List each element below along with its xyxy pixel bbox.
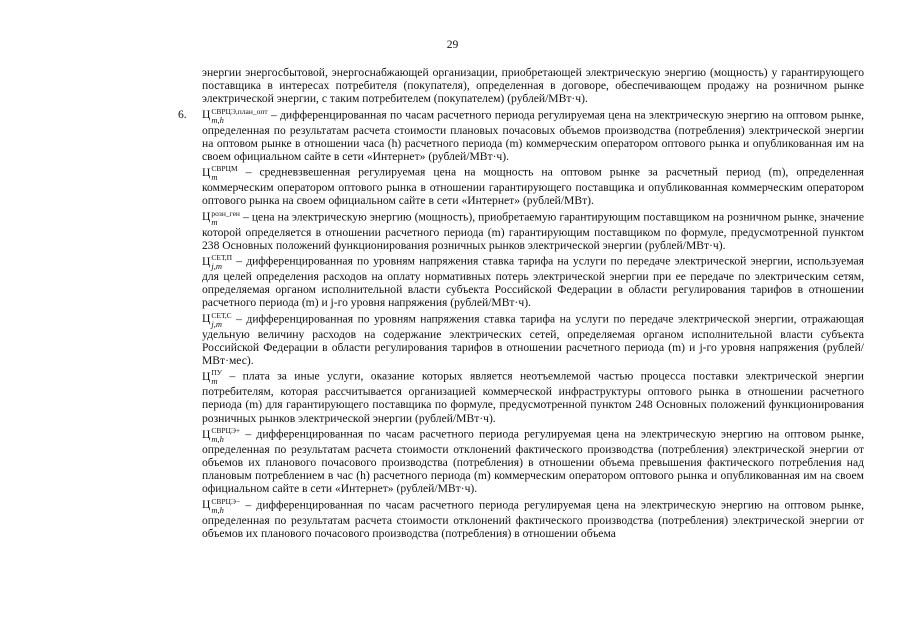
definition-text: – средневзвешенная регулируемая цена на мощность на оптовом рынке за расчетный период (m), определенная коммерческим оператором оптового рынка в отношении гарантирующего поставщика и опубликованная коммерческим оператором оптового рынка на своем официальном сайте в сети «Интернет» (рублей/МВт). [202,165,864,208]
symbol-superscript: СЕТ,П [211,253,233,263]
page-number: 29 [446,38,459,51]
symbol-subscript: m,h [211,114,224,125]
symbol-base: Ц [202,165,211,179]
formula-symbol [202,253,233,272]
symbol-subscript: j,m [211,261,222,272]
definition-paragraph [202,254,864,310]
symbol-subscript: m [211,216,218,227]
document-content [178,66,864,542]
list-item-6 [178,106,864,540]
definition-paragraph [202,369,864,425]
symbol-superscript: розн_ген [211,208,240,218]
symbol-subscript: m,h [211,433,224,444]
formula-symbol [202,425,241,444]
symbol-superscript: СВРЦЭ− [211,496,241,506]
symbol-base: Ц [202,312,211,326]
symbol-subscript: m,h [211,504,224,515]
intro-paragraph: энергии энергосбытовой, энергоснабжающей организации, приобретающей электрическую энергию (мощность) у гарантирующего поставщика в интересах потребителя (покупателя), определенная в договоре, обеспечивающем продажу на розничном рынке электрической энергии, с таким потребителем (покупателем) (рублей/МВт·ч). [202,66,864,106]
symbol-subscript: j,m [211,318,222,329]
definition-text: – цена на электрическую энергию (мощность), приобретаемую гарантирующим поставщиком на розничном рынке, значение которой определяется в отношении расчетного периода (m) гарантирующим поставщиком по формуле, предусмотренной пунктом 238 Основных положений функционирования розничных рынков электрической энергии (рублей/МВт·ч). [202,210,864,252]
definition-text: – дифференцированная по часам расчетного периода регулируемая цена на электрическую энергию на оптовом рынке, определенная по результатам расчета стоимости отклонений фактического производства (потребления) электрической энергии от объемов их планового почасового производства (потребления) в отношении объема превышения фактического потребления над плановым потреблением в час (h) расчетного периода (m) коммерческим оператором оптового рынка и опубликованная им на своем официальном сайте в сети «Интернет» (рублей/МВт·ч). [202,427,864,496]
symbol-base: Ц [202,498,211,512]
symbol-superscript: СВРЦМ [211,164,238,174]
definition-paragraph [202,165,864,207]
formula-symbol [202,496,241,515]
definition-text: – дифференцированная по часам расчетного периода регулируемая цена на электрическую энергию на оптовом рынке, определенная по результатам расчета стоимости отклонений фактического производства (потребления) электрической энергии от объемов их планового почасового производства (потребления) в отношении объема [202,498,864,540]
symbol-superscript: СВРЦЭ+ [211,425,241,435]
symbol-subscript: m [211,376,218,387]
definition-paragraph [202,210,864,252]
symbol-base: Ц [202,254,211,268]
formula-symbol [202,208,240,227]
symbol-superscript: ПУ [211,368,223,378]
symbol-base: Ц [202,108,211,122]
formula-symbol [202,164,238,183]
symbol-base: Ц [202,210,211,224]
symbol-subscript: m [211,172,218,183]
definition-text: – дифференцированная по уровням напряжения ставка тарифа на услуги по передаче электрической энергии, отражающая удельную величину расходов на содержание электрических сетей, определяемая органом исполнительной власти субъекта Российской Федерации в области регулирования тарифов в отношении расчетного периода (m) и j-го уровня напряжения (рублей/МВт·мес). [202,312,864,368]
definition-paragraph [202,427,864,496]
formula-symbol [202,368,223,387]
item-number: 6. [178,107,187,121]
definition-paragraph [202,312,864,368]
definition-text: – дифференцированная по уровням напряжения ставка тарифа на услуги по передаче электрической энергии, используемая для целей определения расходов на оплату нормативных потерь электрической энергии при ее передаче по электрическим сетям, определяемая органом исполнительной власти субъекта Российской Федерации в области регулирования тарифов в отношении расчетного периода (m) и j-го уровня напряжения (рублей/МВт·ч). [202,254,864,310]
symbol-superscript: СВРЦЭ,план_опт [211,106,268,116]
symbol-base: Ц [202,369,211,383]
symbol-superscript: СЕТ,С [211,310,232,320]
symbol-base: Ц [202,427,211,441]
definition-text: – плата за иные услуги, оказание которых является неотъемлемой частью процесса поставки электрической энергии потребителям, которая рассчитывается организацией коммерческой инфраструктуры оптового рынка в отношении расчетного периода (m) для гарантирующего поставщика по формуле, предусмотренной пунктом 248 Основных положений функционирования розничных рынков электрической энергии (рублей/МВт·ч). [202,369,864,425]
definition-text: – дифференцированная по часам расчетного периода регулируемая цена на электрическую энергию на оптовом рынке, определенная по результатам расчета стоимости плановых почасовых объемов производства (потребления) электрической энергии на оптовом рынке в отношении часа (h) расчетного периода (m) коммерческим оператором оптового рынка и опубликованная им на своем официальном сайте в сети «Интернет» (рублей/МВт·ч). [202,108,864,164]
definition-paragraph [202,108,864,164]
formula-symbol [202,310,232,329]
definition-paragraph [202,498,864,540]
formula-symbol [202,106,268,125]
